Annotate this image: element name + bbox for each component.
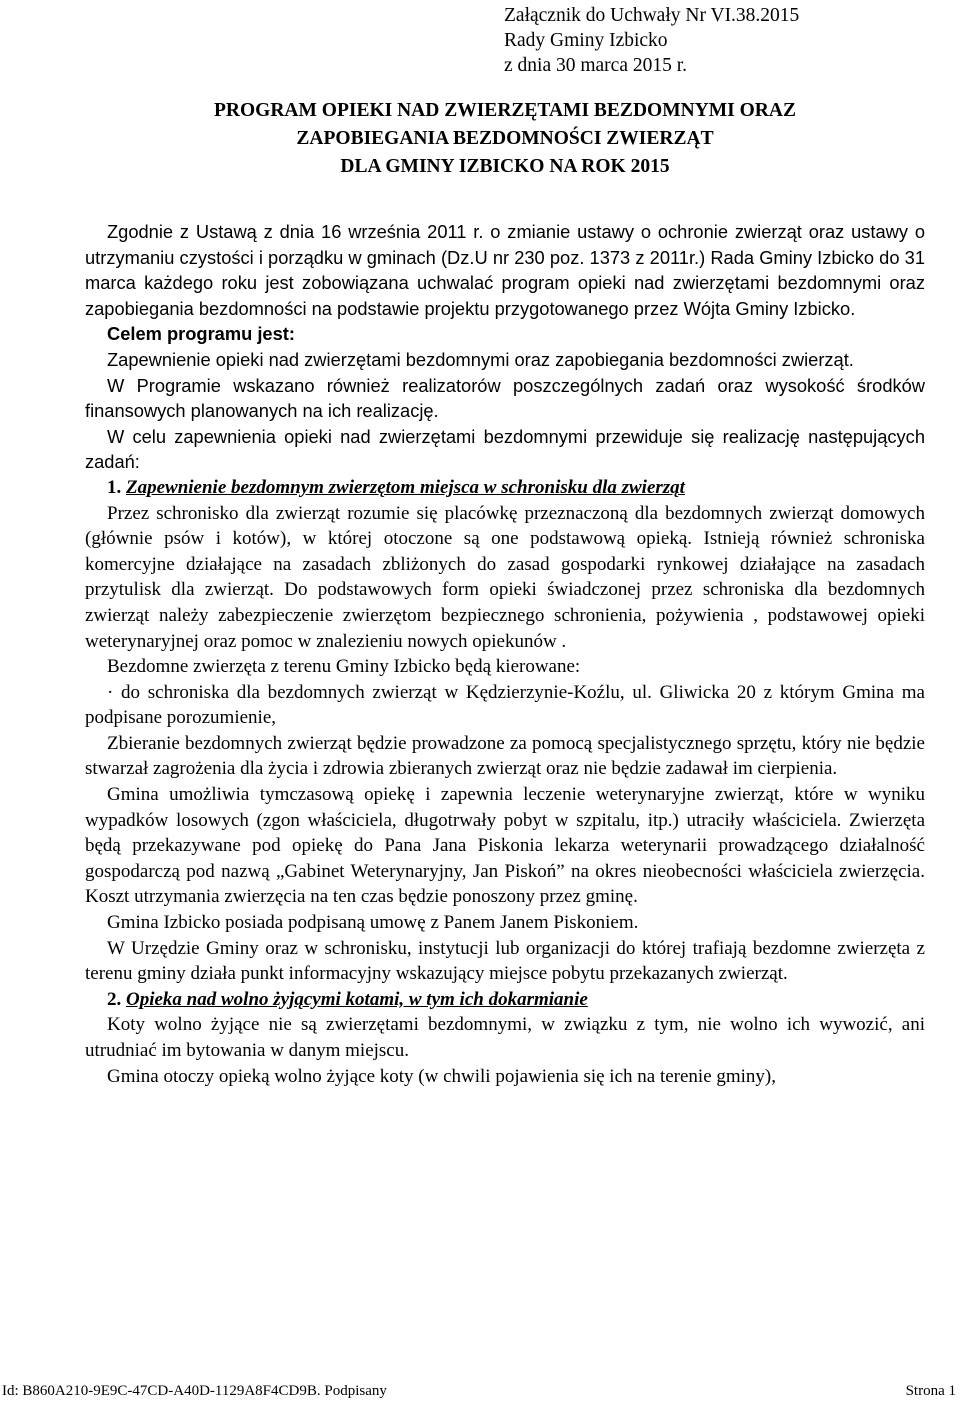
- header-line: Załącznik do Uchwały Nr VI.38.2015: [504, 5, 800, 26]
- document-title: [85, 97, 925, 181]
- section-paragraph: Koty wolno żyjące nie są zwierzętami bezdomnymi, w związku z tym, nie wolno ich wywozić, ani utrudniać im bytowania w danym miejscu.: [85, 1014, 925, 1061]
- document-id: Id: B860A210-9E9C-47CD-A40D-1129A8F4CD9B. Podpisany: [2, 1383, 387, 1399]
- goal-paragraph: W celu zapewnienia opieki nad zwierzętami bezdomnymi przewiduje się realizację następujących zadań:: [85, 425, 925, 473]
- section-paragraph: Gmina otoczy opieką wolno żyjące koty (w chwili pojawienia się ich na terenie gminy),: [107, 1065, 777, 1087]
- title-line: PROGRAM OPIEKI NAD ZWIERZĘTAMI BEZDOMNYMI ORAZ: [214, 100, 796, 121]
- section-paragraph: Zbieranie bezdomnych zwierząt będzie prowadzone za pomocą specjalistycznego sprzętu, który nie będzie stwarzał zagrożenia dla życia i zdrowia zbieranych zwierząt oraz nie będzie zadawał im cierpienia.: [85, 732, 925, 780]
- section-paragraph: Gmina Izbicko posiada podpisaną umowę z Panem Janem Piskoniem.: [107, 912, 639, 934]
- section-heading-1: [85, 475, 925, 501]
- goal-heading: Celem programu jest:: [107, 323, 295, 345]
- section-title: Opieka nad wolno żyjącymi kotami, w tym ich dokarmianie: [126, 988, 588, 1010]
- attachment-header: [504, 3, 799, 78]
- goal-paragraph: W Programie wskazano również realizatorów poszczególnych zadań oraz wysokość środków finansowych planowanych na ich realizację.: [85, 374, 925, 422]
- intro-paragraph: Zgodnie z Ustawą z dnia 16 września 2011 r. o zmianie ustawy o ochronie zwierząt oraz ustawy o utrzymaniu czystości i porządku w gminach (Dz.U nr 230 poz. 1373 z 2011r.) Rada Gminy Izbicko do 31 marca każdego roku jest zobowiązana uchwalać program opieki nad zwierzętami bezdomnymi oraz zapobiegania bezdomności na podstawie projektu przygotowanego przez Wójta Gminy Izbicko.: [85, 221, 925, 319]
- header-line: Rady Gminy Izbicko: [504, 30, 668, 51]
- section-paragraph: W Urzędzie Gminy oraz w schronisku, instytucji lub organizacji do której trafiają bezdomne zwierzęta z terenu gminy działa punkt informacyjny wskazujący miejsce pobytu przekazanych zwierząt.: [85, 937, 925, 985]
- section-number: 1.: [107, 476, 122, 498]
- section-heading-2: [85, 987, 925, 1013]
- section-paragraph: Gmina umożliwia tymczasową opiekę i zapewnia leczenie weterynaryjne zwierząt, które w wyniku wypadków losowych (zgon właściciela, długotrwały pobyt w szpitalu, itp.) utraciły właściciela. Zwierzęta będą przekazywane pod opiekę do Pana Jana Piskonia lekarza weterynarii prowadzącego działalność gospodarczą pod nazwą „Gabinet Weterynaryjny, Jan Piskoń” na okres nieobecności właściciela zwierzęcia. Koszt utrzymania zwierzęcia na ten czas będzie ponoszony przez gminę.: [85, 784, 925, 908]
- section-paragraph: Bezdomne zwierzęta z terenu Gminy Izbicko będą kierowane:: [107, 656, 581, 678]
- section-paragraph: Przez schronisko dla zwierząt rozumie się placówkę przeznaczoną dla bezdomnych zwierząt domowych (głównie psów i kotów), w której otoczone są one podstawową opieką. Istnieją również schroniska komercyjne działające na zasadach zbliżonych do zasad gospodarki rynkowej działające na zasadach przytulisk dla zwierząt. Do podstawowych form opieki świadczonej przez schroniska dla bezdomnych zwierząt należy zabezpieczenie zwierzętom bezpiecznego schronienia, pożywienia , podstawowej opieki weterynaryjnej oraz pomoc w znalezieniu nowych opiekunów .: [85, 502, 925, 652]
- section-number: 2.: [107, 988, 122, 1010]
- section-list-item: · do schroniska dla bezdomnych zwierząt w Kędzierzynie-Koźlu, ul. Gliwicka 20 z którym Gmina ma podpisane porozumienie,: [85, 681, 925, 729]
- header-line: z dnia 30 marca 2015 r.: [504, 55, 688, 76]
- page-number: Strona 1: [905, 1383, 956, 1399]
- title-line: DLA GMINY IZBICKO NA ROK 2015: [340, 156, 670, 177]
- goal-paragraph: Zapewnienie opieki nad zwierzętami bezdomnymi oraz zapobiegania bezdomności zwierząt.: [107, 348, 854, 370]
- document-body: [85, 219, 925, 1089]
- section-title: Zapewnienie bezdomnym zwierzętom miejsca w schronisku dla zwierząt: [126, 476, 685, 498]
- title-line: ZAPOBIEGANIA BEZDOMNOŚCI ZWIERZĄT: [296, 128, 714, 149]
